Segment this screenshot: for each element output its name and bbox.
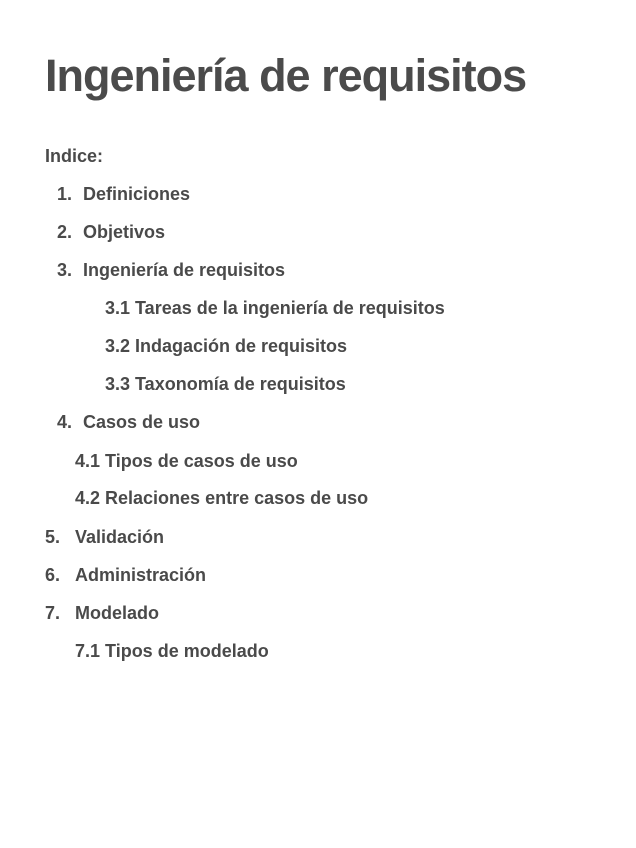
toc-subitem-3-3: 3.3 Taxonomía de requisitos [105, 374, 346, 394]
toc-item-number: 2. [57, 222, 73, 242]
toc-item-4 [57, 411, 200, 433]
toc-item-label: Ingeniería de requisitos [83, 260, 286, 280]
toc-subitem-7-1: 7.1 Tipos de modelado [75, 641, 269, 661]
toc-item-label: Objetivos [83, 222, 166, 242]
toc-item-1 [57, 183, 190, 205]
toc-item-5 [45, 526, 164, 548]
toc-item-number: 1. [57, 184, 73, 204]
toc-item-6 [45, 564, 206, 586]
toc-item-number: 5. [45, 527, 61, 547]
toc-item-label: Validación [75, 527, 165, 547]
toc-subitem-3-2: 3.2 Indagación de requisitos [105, 336, 348, 356]
toc-subitem-4-2: 4.2 Relaciones entre casos de uso [75, 488, 369, 508]
toc-item-label: Modelado [75, 603, 159, 623]
toc-item-number: 7. [45, 603, 61, 623]
toc-item-label: Casos de uso [83, 412, 201, 432]
toc-item-label: Definiciones [83, 184, 191, 204]
toc-subitem-4-1: 4.1 Tipos de casos de uso [75, 451, 298, 471]
index-label: Indice: [45, 146, 104, 166]
toc-item-number: 4. [57, 412, 73, 432]
toc-item-3 [57, 259, 285, 281]
toc-subitem-3-1: 3.1 Tareas de la ingeniería de requisitos [105, 298, 445, 318]
toc-item-number: 6. [45, 565, 61, 585]
toc-item-number: 3. [57, 260, 73, 280]
toc-item-label: Administración [75, 565, 207, 585]
toc-item-2 [57, 221, 165, 243]
page-title: Ingeniería de requisitos [45, 50, 527, 101]
toc-item-7 [45, 602, 159, 624]
